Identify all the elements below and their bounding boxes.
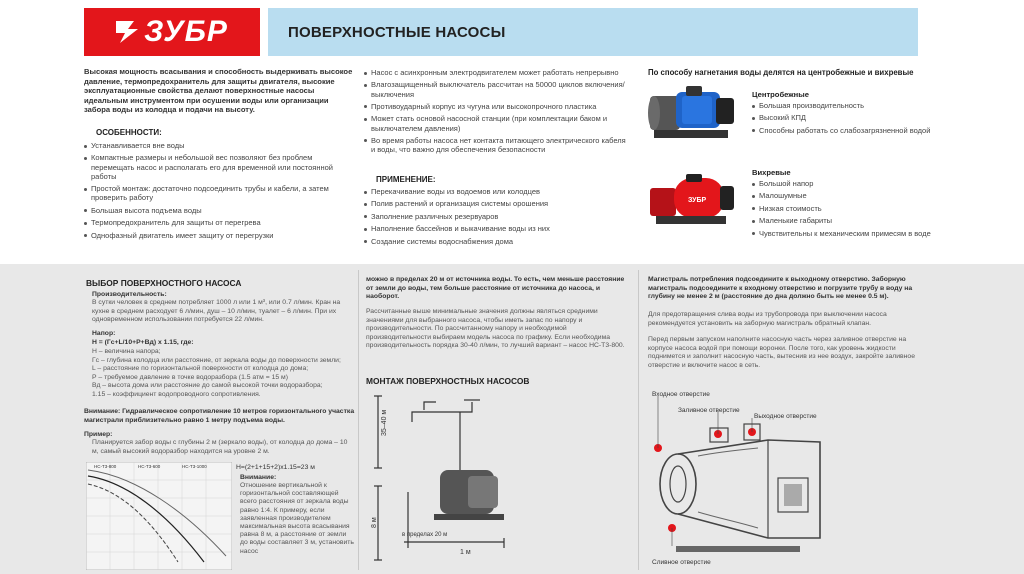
features-list	[84, 141, 346, 243]
mounting-diagram	[364, 388, 554, 570]
list-item: Влагозащищенный выключатель рассчитан на 50000 циклов включения/выключения	[364, 80, 632, 98]
usage-heading: ПРИМЕНЕНИЕ:	[376, 175, 436, 184]
list-item: Большой напор	[752, 179, 932, 188]
legend-label: НС-Т3-800	[94, 464, 117, 469]
legend-label: НС-Т3-600	[138, 464, 161, 469]
centrifugal-list	[752, 101, 932, 138]
first-start-text: Перед первым запуском наполните насосную часть через заливное отверстие на корпусе насоса водой при помощи воронки. После того, как уровень жидкости поднимется и заполнит насосную часть, вытеснив из нее воздух, закройте заливное отверстие и включите насос в сеть.	[648, 336, 915, 369]
dimension-label: 8 м	[371, 517, 378, 528]
page-title: ПОВЕРХНОСТНЫЕ НАСОСЫ	[288, 23, 506, 41]
legend-label: НС-Т3-1000	[182, 464, 207, 469]
dimension-label: в пределах 20 м	[402, 532, 448, 538]
outlet-label: Выходное отверстие	[754, 413, 817, 420]
list-item: Насос с асинхронным электродвигателем может работать непрерывно	[364, 68, 632, 77]
intro-text: Высокая мощность всасывания и способность выдерживать высокое давление, термопредохранитель для защиты двигателя, высокие эксплуатационные свойства делают поверхностные насосы идеальным инструментом при осушении воды или организации забора воды из колодца и подачи на высоту.	[84, 67, 353, 115]
list-item: Большая производительность	[752, 101, 932, 110]
features-heading: ОСОБЕННОСТИ:	[96, 128, 162, 137]
example-text: Планируется забор воды с глубины 2 м (зеркало воды), от колодца до дома – 10 м, самый высокий водоразбор находится на уровне 2 м.	[92, 439, 348, 455]
head-variables	[92, 348, 354, 400]
list-item: Компактные размеры и небольшой вес позволяют без проблем перемещать насос и располагать его для временной или постоянной работы	[84, 153, 346, 181]
list-item: Простой монтаж: достаточно подсоединить трубы и кабели, а затем проверить работу	[84, 184, 346, 202]
hydraulic-note: Внимание: Гидравлическое сопротивление 10 метров горизонтального участка магистрали приблизительно равно 1 метру подъема воды.	[84, 408, 355, 424]
list-item: Может стать основой насосной станции (при комплектации баком и выключателем давления)	[364, 114, 632, 132]
list-item: Маленькие габариты	[752, 216, 932, 225]
example-formula: Н=(2+1+15+2)х1.15=23 м	[236, 464, 315, 471]
variable-line: Н – величина напора;	[92, 348, 161, 355]
continuation-text: можно в пределах 20 м от источника воды. То есть, чем меньше расстояние от земли до воды, тем больше расстояние от источника до насоса, и наоборот.	[366, 276, 625, 301]
list-item: Большая высота подъема воды	[84, 206, 346, 215]
valve-text: Для предотвращения слива воды из трубопровода при выключении насоса рекомендуется установить на заборную магистраль обратный клапан.	[648, 311, 887, 327]
dimension-label: 1 м	[460, 549, 471, 556]
list-item: Перекачивание воды из водоемов или колодцев	[364, 187, 632, 196]
inlet-label: Входное отверстие	[652, 391, 710, 398]
attention-label: Внимание:	[240, 474, 277, 481]
title-bar	[268, 8, 918, 56]
selection-heading: ВЫБОР ПОВЕРХНОСТНОГО НАСОСА	[86, 278, 242, 288]
types-heading: По способу нагнетания воды делятся на центробежные и вихревые	[648, 68, 914, 77]
list-item: Малошумные	[752, 191, 932, 200]
divider	[638, 270, 639, 570]
centrifugal-pump-image	[646, 82, 742, 148]
head-formula: Н = (Гс+L/10+Р+Вд) х 1.15, где:	[92, 339, 194, 346]
list-item: Полив растений и организация системы орошения	[364, 199, 632, 208]
vortex-pump-image	[646, 168, 742, 236]
centrifugal-title: Центробежные	[752, 90, 809, 99]
list-item: Однофазный двигатель имеет защиту от перегрузки	[84, 231, 346, 240]
vortex-title: Вихревые	[752, 168, 791, 177]
example-label: Пример:	[84, 431, 113, 438]
performance-chart	[86, 462, 232, 570]
svg-text:ЗУБР: ЗУБР	[688, 197, 707, 204]
dimension-label: 35–40 м	[381, 409, 388, 436]
properties-list	[364, 68, 632, 158]
pump-cutaway-diagram	[648, 388, 838, 570]
list-item: Способны работать со слабозагрязненной водой	[752, 126, 932, 135]
perf-label: Производительность:	[92, 291, 167, 298]
variable-line: 1.15 – коэффициент водопроводного сопротивления.	[92, 390, 261, 398]
list-item: Высокий КПД	[752, 113, 932, 122]
head-label: Напор:	[92, 330, 116, 337]
list-item: Наполнение бассейнов и выкачивание воды из них	[364, 224, 632, 233]
variable-line: Р – требуемое давление в точке водоразбора (1.5 атм = 15 м)	[92, 373, 288, 381]
list-item: Создание системы водоснабжения дома	[364, 237, 632, 246]
fill-port-label: Заливное отверстие	[678, 407, 740, 414]
vortex-list	[752, 179, 932, 241]
perf-text: В сутки человек в среднем потребляет 1000 л или 1 м³, или 0.7 л/мин. Кран на кухне в среднем расходует 6 л/мин, душ – 10 л/мин, туалет – 6 л/мин. При их одновременном использовании потребуется 22 л/мин.	[92, 299, 341, 324]
variable-line: L – расстояние по горизонтальной поверхности от колодца до дома;	[92, 365, 309, 373]
list-item: Устанавливается вне воды	[84, 141, 346, 150]
connection-text: Магистраль потребления подсоедините к выходному отверстию. Заборную магистраль подсоедините к входному отверстию и погрузите трубу в воду на глубину не менее 2 м (расстояние до дна должно быть не менее 0.5 м).	[648, 276, 913, 301]
usage-list	[364, 187, 632, 249]
variable-line: Гс – глубина колодца или расстояние, от зеркала воды до поверхности земли;	[92, 356, 341, 364]
mounting-heading: МОНТАЖ ПОВЕРХНОСТНЫХ НАСОСОВ	[366, 376, 530, 386]
brand-mark-icon	[116, 19, 138, 45]
list-item: Термопредохранитель для защиты от перегрева	[84, 218, 346, 227]
variable-line: Вд – высота дома или расстояние до самой высокой точки водоразбора;	[92, 382, 323, 390]
calculation-text: Рассчитанные выше минимальные значения должны являться средними значениями для выбранного насоса, чтобы иметь запас по напору и производительности. По рассчитанному напору и необходимой производительности выбираем модель насоса по графику. Если необходима производительность порядка 30-40 л/мин, то лучший вариант – насос НС-Т3-800.	[366, 308, 625, 350]
list-item: Заполнение различных резервуаров	[364, 212, 632, 221]
list-item: Низкая стоимость	[752, 204, 932, 213]
drain-label: Сливное отверстие	[652, 559, 711, 566]
brand-logo	[84, 8, 260, 56]
attention-text: Отношение вертикальной к горизонтальной составляющей всего расстояния от зеркала воды равно 1:4. К примеру, если заявленная производителем максимальная высота всасывания равна 8 м, а расстояние от земли до воды составляет 3 м, установить насос	[240, 482, 354, 555]
list-item: Противоударный корпус из чугуна или высокопрочного пластика	[364, 102, 632, 111]
brand-name: ЗУБР	[144, 15, 228, 48]
divider	[358, 270, 359, 570]
list-item: Чувствительны к механическим примесям в воде	[752, 229, 932, 238]
list-item: Во время работы насоса нет контакта питающего электрического кабеля и воды, что важно для обеспечения безопасности	[364, 136, 632, 154]
